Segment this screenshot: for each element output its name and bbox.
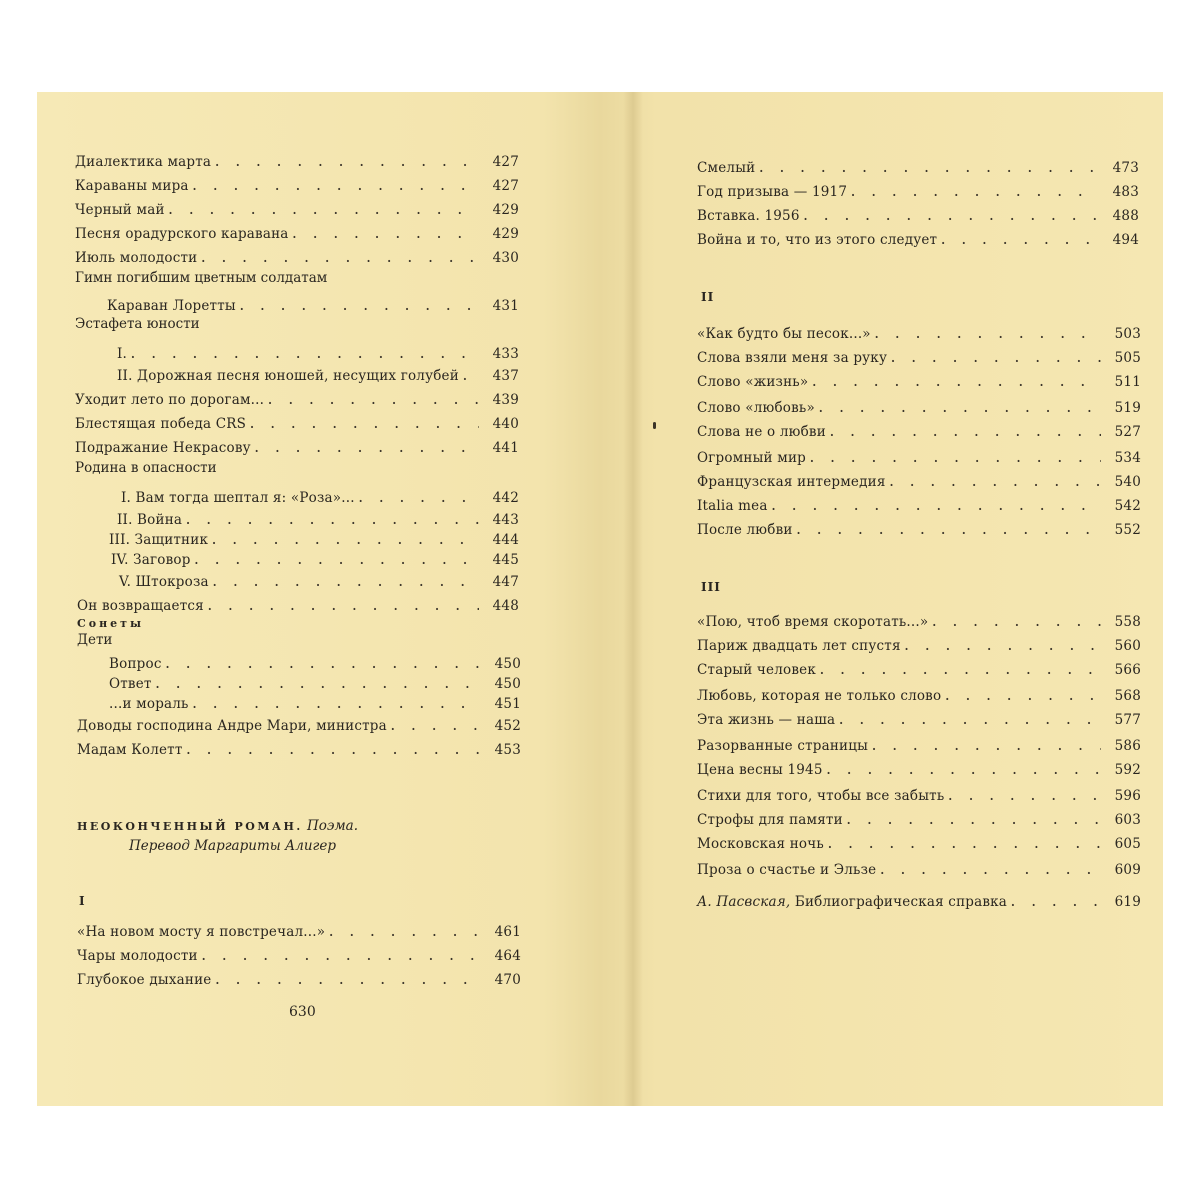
toc-leader: [255, 442, 479, 456]
toc-page: 441: [492, 440, 519, 456]
toc-title: Чары молодости: [77, 948, 198, 964]
toc-entry: [77, 942, 521, 964]
toc-leader: [797, 524, 1101, 538]
toc-title: III. Защитник: [109, 532, 209, 548]
toc-title: Цена весны 1945: [697, 762, 823, 778]
toc-entry: [75, 148, 519, 170]
toc-title: Война и то, что из этого следует: [697, 232, 938, 248]
toc-title: Огромный мир: [697, 450, 806, 466]
toc-entry: [75, 220, 519, 242]
toc-page: 452: [494, 718, 521, 734]
toc-title: I. Вам тогда шептал я: «Роза»...: [121, 490, 355, 506]
toc-leader: [187, 744, 481, 758]
toc-title: Год призыва — 1917: [697, 184, 848, 200]
toc-entry: [117, 362, 519, 384]
bibliography-author: А. Пасвская,: [697, 894, 791, 910]
toc-leader: [810, 452, 1101, 466]
toc-leader: [240, 300, 479, 314]
toc-page: 619: [1114, 894, 1141, 910]
toc-title: Караван Лоретты: [107, 298, 236, 314]
toc-title: Смелый: [697, 160, 756, 176]
toc-leader: [202, 950, 481, 964]
toc-page: 448: [492, 598, 519, 614]
toc-leader: [830, 426, 1101, 440]
toc-title: Блестящая победа CRS: [75, 416, 247, 432]
toc-title: II. Дорожная песня юношей, несущих голубей: [117, 368, 459, 384]
toc-page: 558: [1114, 614, 1141, 630]
book-spread: [37, 92, 1163, 1106]
toc-title: Слово «жизнь»: [697, 374, 809, 390]
toc-leader: [463, 370, 479, 384]
toc-entry: [697, 632, 1141, 654]
toc-page: 473: [1112, 160, 1139, 176]
toc-leader: [250, 418, 479, 432]
toc-entry: [77, 736, 521, 758]
toc-heading: Эстафета юности: [75, 316, 200, 332]
toc-entry: [697, 732, 1141, 754]
toc-page: 430: [492, 250, 519, 266]
toc-leader: [215, 156, 479, 170]
toc-title: Слова не о любви: [697, 424, 826, 440]
toc-page: 596: [1114, 788, 1141, 804]
toc-entry: [111, 546, 519, 568]
toc-page: 603: [1114, 812, 1141, 828]
toc-title: После любви: [697, 522, 793, 538]
toc-title: «Пою, чтоб время скоротать...»: [697, 614, 929, 630]
toc-leader: [945, 690, 1101, 704]
toc-leader: [359, 492, 479, 506]
toc-entry: [117, 340, 519, 362]
toc-title: Подражание Некрасову: [75, 440, 251, 456]
toc-entry: [75, 410, 519, 432]
toc-entry: [697, 202, 1139, 224]
toc-title: Italia mea: [697, 498, 768, 514]
toc-leader: [213, 576, 479, 590]
toc-page: 453: [494, 742, 521, 758]
toc-entry: [109, 670, 521, 692]
toc-leader: [872, 740, 1101, 754]
part-number: III: [701, 580, 721, 594]
toc-title: Париж двадцать лет спустя: [697, 638, 901, 654]
toc-title: V. Штокроза: [119, 574, 209, 590]
toc-entry: [697, 344, 1141, 366]
toc-page: 439: [492, 392, 519, 408]
right-page: [643, 92, 1163, 1106]
toc-leader: [839, 714, 1101, 728]
ink-speck: [653, 422, 656, 429]
toc-page: 609: [1114, 862, 1141, 878]
section-title-caps: НЕОКОНЧЕННЫЙ РОМАН.: [77, 820, 303, 833]
part-number: I: [79, 894, 86, 908]
toc-title: Французская интермедия: [697, 474, 886, 490]
toc-page: 451: [494, 696, 521, 712]
toc-page: 461: [494, 924, 521, 940]
left-page: [37, 92, 623, 1106]
toc-leader: [193, 180, 479, 194]
toc-leader: [828, 838, 1101, 852]
toc-title: Черный май: [75, 202, 165, 218]
toc-title: [697, 894, 1011, 910]
toc-entry: [109, 526, 519, 548]
toc-leader: [905, 640, 1101, 654]
toc-entry: [697, 706, 1141, 728]
toc-title: Эта жизнь — наша: [697, 712, 836, 728]
toc-title: Ответ: [109, 676, 152, 692]
toc-title: Он возвращается: [77, 598, 204, 614]
toc-entry: [697, 656, 1141, 678]
toc-leader: [820, 664, 1101, 678]
toc-page: 586: [1114, 738, 1141, 754]
toc-page: 488: [1112, 208, 1139, 224]
toc-title: Июль молодости: [75, 250, 198, 266]
toc-leader: [847, 814, 1101, 828]
toc-leader: [875, 328, 1101, 342]
toc-title: Строфы для памяти: [697, 812, 843, 828]
toc-leader: [804, 210, 1099, 224]
toc-entry: [109, 690, 521, 712]
toc-page: 429: [492, 226, 519, 242]
toc-page: 592: [1114, 762, 1141, 778]
toc-leader: [391, 720, 481, 734]
toc-leader: [880, 864, 1101, 878]
section-title: [77, 818, 358, 835]
toc-page: 511: [1114, 374, 1141, 390]
toc-title: Проза о счастье и Эльзе: [697, 862, 877, 878]
toc-entry: [77, 592, 519, 614]
bibliography-title: Библиографическая справка: [794, 894, 1008, 910]
toc-page: 440: [492, 416, 519, 432]
toc-entry: [697, 682, 1141, 704]
toc-title: Диалектика марта: [75, 154, 212, 170]
toc-entry: [77, 918, 521, 940]
toc-page: 443: [492, 512, 519, 528]
toc-entry: [697, 226, 1139, 248]
part-number: II: [701, 290, 715, 304]
toc-page: 427: [492, 178, 519, 194]
toc-page: 450: [494, 676, 521, 692]
toc-leader: [772, 500, 1101, 514]
toc-page: 447: [492, 574, 519, 590]
toc-entry: [117, 506, 519, 528]
toc-page: 494: [1112, 232, 1139, 248]
toc-page: 431: [492, 298, 519, 314]
toc-title: «Как будто бы песок...»: [697, 326, 871, 342]
toc-page: 577: [1114, 712, 1141, 728]
toc-title: Старый человек: [697, 662, 816, 678]
toc-entry: [107, 292, 519, 314]
toc-entry: [109, 650, 521, 672]
toc-leader: [827, 764, 1101, 778]
toc-heading-sonnets: Сонеты: [77, 617, 144, 630]
toc-entry: [697, 178, 1139, 200]
toc-leader: [759, 162, 1099, 176]
toc-title: Вставка. 1956: [697, 208, 800, 224]
toc-leader: [1011, 896, 1101, 910]
toc-heading: Дети: [77, 632, 113, 648]
toc-entry: [697, 516, 1141, 538]
toc-title: Вопрос: [109, 656, 162, 672]
toc-entry: [697, 154, 1139, 176]
toc-page: 470: [494, 972, 521, 988]
toc-page: 437: [492, 368, 519, 384]
toc-title: IV. Заговор: [111, 552, 191, 568]
toc-page: 605: [1114, 836, 1141, 852]
toc-leader: [193, 698, 481, 712]
toc-page: 444: [492, 532, 519, 548]
toc-leader: [215, 974, 481, 988]
toc-page: 433: [492, 346, 519, 362]
toc-page: 568: [1114, 688, 1141, 704]
toc-title: Московская ночь: [697, 836, 824, 852]
toc-leader: [948, 790, 1101, 804]
toc-page: 464: [494, 948, 521, 964]
toc-entry: [697, 856, 1141, 878]
toc-leader: [131, 348, 479, 362]
toc-page: 427: [492, 154, 519, 170]
section-title-italic: Поэма.: [307, 818, 359, 834]
toc-entry: [697, 608, 1141, 630]
toc-entry: [697, 394, 1141, 416]
toc-page: 450: [494, 656, 521, 672]
toc-title: I.: [117, 346, 128, 362]
toc-title: Мадам Колетт: [77, 742, 183, 758]
toc-title: «На новом мосту я повстречал...»: [77, 924, 326, 940]
toc-leader: [812, 376, 1101, 390]
toc-entry: [697, 806, 1141, 828]
toc-page: 534: [1114, 450, 1141, 466]
toc-leader: [195, 554, 479, 568]
toc-page: 566: [1114, 662, 1141, 678]
book-gutter: [623, 92, 643, 1106]
toc-title: Караваны мира: [75, 178, 189, 194]
toc-page: 542: [1114, 498, 1141, 514]
toc-entry: [697, 830, 1141, 852]
toc-page: 442: [492, 490, 519, 506]
toc-title: Любовь, которая не только слово: [697, 688, 942, 704]
toc-page: 552: [1114, 522, 1141, 538]
toc-page: 519: [1114, 400, 1141, 416]
toc-leader: [293, 228, 479, 242]
toc-entry: [75, 386, 519, 408]
section-translator: Перевод Маргариты Алигер: [129, 838, 337, 854]
toc-title: Стихи для того, чтобы все забыть: [697, 788, 945, 804]
toc-heading: Гимн погибшим цветным солдатам: [75, 270, 328, 286]
toc-page: 540: [1114, 474, 1141, 490]
toc-leader: [819, 402, 1101, 416]
toc-entry: [697, 320, 1141, 342]
toc-page: 505: [1114, 350, 1141, 366]
toc-page: 560: [1114, 638, 1141, 654]
folio: 630: [289, 1004, 316, 1020]
toc-leader: [890, 476, 1101, 490]
toc-title: II. Война: [117, 512, 183, 528]
toc-entry: [77, 712, 521, 734]
toc-title: Песня орадурского каравана: [75, 226, 289, 242]
toc-leader: [201, 252, 479, 266]
toc-entry: [75, 196, 519, 218]
toc-page: 483: [1112, 184, 1139, 200]
toc-entry: [697, 468, 1141, 490]
toc-entry: [697, 368, 1141, 390]
toc-leader: [169, 204, 479, 218]
toc-entry: [75, 434, 519, 456]
toc-entry: [75, 172, 519, 194]
toc-title: Глубокое дыхание: [77, 972, 212, 988]
toc-title: ...и мораль: [109, 696, 189, 712]
toc-title: Слова взяли меня за руку: [697, 350, 888, 366]
toc-leader: [941, 234, 1099, 248]
toc-entry: [119, 568, 519, 590]
toc-entry: [697, 492, 1141, 514]
toc-page: 445: [492, 552, 519, 568]
toc-title: Разорванные страницы: [697, 738, 869, 754]
toc-entry: [75, 244, 519, 266]
toc-leader: [851, 186, 1099, 200]
toc-title: Доводы господина Андре Мари, министра: [77, 718, 387, 734]
toc-leader: [891, 352, 1101, 366]
toc-title: Уходит лето по дорогам...: [75, 392, 265, 408]
toc-entry: [77, 966, 521, 988]
toc-entry-bibliography: [697, 888, 1141, 910]
toc-page: 429: [492, 202, 519, 218]
toc-leader: [208, 600, 479, 614]
toc-heading: Родина в опасности: [75, 460, 217, 476]
toc-entry: [121, 484, 519, 506]
toc-leader: [329, 926, 481, 940]
toc-entry: [697, 418, 1141, 440]
toc-page: 527: [1114, 424, 1141, 440]
toc-leader: [932, 616, 1101, 630]
toc-page: 503: [1114, 326, 1141, 342]
toc-leader: [268, 394, 479, 408]
toc-entry: [697, 756, 1141, 778]
toc-entry: [697, 782, 1141, 804]
toc-entry: [697, 444, 1141, 466]
toc-title: Слово «любовь»: [697, 400, 815, 416]
